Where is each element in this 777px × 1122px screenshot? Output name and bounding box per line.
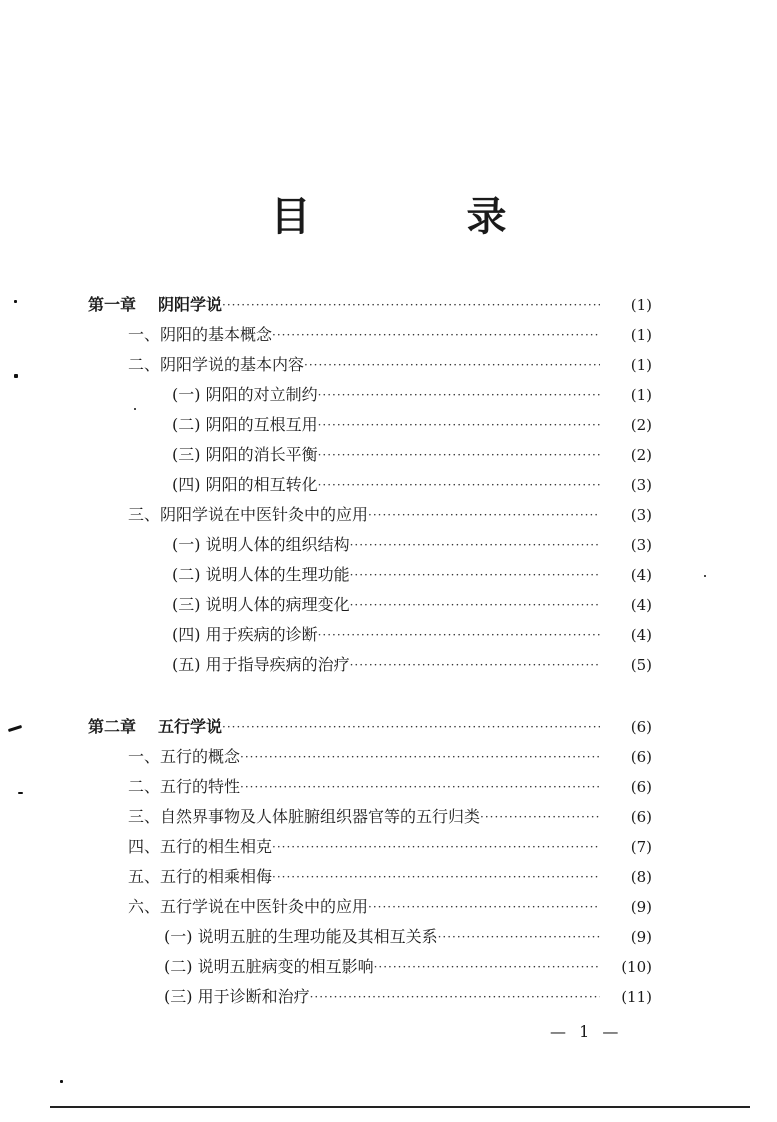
toc-entry[interactable] <box>128 832 652 862</box>
scan-speck <box>134 408 136 410</box>
page-ref: (5) <box>630 656 652 674</box>
toc-entry[interactable] <box>128 772 652 802</box>
page-ref: (3) <box>630 506 652 524</box>
page-ref: (9) <box>630 898 652 916</box>
page-ref: (4) <box>630 596 652 614</box>
dot-leader <box>350 530 600 560</box>
scan-speck <box>18 792 23 794</box>
entry-label: 二、五行的特性 <box>128 777 241 796</box>
page-ref: (2) <box>630 416 652 434</box>
dot-leader <box>304 350 600 380</box>
entry-label: (二) 阴阳的互根互用 <box>172 415 318 434</box>
page-ref: (2) <box>630 446 652 464</box>
entry-label: 二、阴阳学说的基本内容 <box>128 355 305 374</box>
chapter-number: 第二章 <box>88 717 137 736</box>
dot-leader <box>318 410 600 440</box>
entry-label: (二) 说明人体的生理功能 <box>172 565 350 584</box>
toc-entry[interactable] <box>172 380 652 410</box>
page-ref: (4) <box>630 566 652 584</box>
dot-leader <box>318 470 600 500</box>
dot-leader <box>438 922 600 952</box>
dot-leader <box>240 742 600 772</box>
entry-label: (五) 用于指导疾病的治疗 <box>172 655 350 674</box>
dot-leader <box>350 650 600 680</box>
entry-label: 一、阴阳的基本概念 <box>128 325 273 344</box>
dot-leader <box>222 712 600 742</box>
dot-leader <box>240 772 600 802</box>
scan-speck <box>704 575 706 577</box>
toc-entry[interactable] <box>172 590 652 620</box>
entry-label: (二) 说明五脏病变的相互影响 <box>164 957 374 976</box>
dot-leader <box>222 290 600 320</box>
toc-entry[interactable] <box>172 530 652 560</box>
dot-leader <box>368 500 600 530</box>
page-ref: (6) <box>630 718 652 736</box>
toc-entry[interactable] <box>172 620 652 650</box>
dot-leader <box>374 952 600 982</box>
toc-entry[interactable] <box>172 470 652 500</box>
dot-leader <box>272 862 600 892</box>
toc-entry[interactable] <box>128 862 652 892</box>
page-ref: (3) <box>630 476 652 494</box>
entry-label: (一) 说明人体的组织结构 <box>172 535 350 554</box>
page-ref: (9) <box>630 928 652 946</box>
toc-entry[interactable] <box>172 440 652 470</box>
page-ref: (1) <box>630 386 652 404</box>
scan-speck <box>14 300 17 303</box>
dot-leader <box>310 982 600 1012</box>
toc-entry[interactable] <box>128 802 652 832</box>
page-number: — 1 — <box>550 1022 623 1041</box>
entry-label: 六、五行学说在中医针灸中的应用 <box>128 897 369 916</box>
dot-leader <box>350 560 600 590</box>
dot-leader <box>318 440 600 470</box>
entry-label: 三、阴阳学说在中医针灸中的应用 <box>128 505 369 524</box>
page-ref: (11) <box>621 988 652 1006</box>
entry-label: 五、五行的相乘相侮 <box>128 867 273 886</box>
entry-label: (一) 说明五脏的生理功能及其相互关系 <box>164 927 438 946</box>
toc-chapter-2[interactable] <box>88 712 652 742</box>
chapter-number: 第一章 <box>88 295 137 314</box>
page-ref: (6) <box>630 808 652 826</box>
bottom-rule <box>50 1106 750 1108</box>
scan-speck <box>14 374 18 378</box>
entry-label: (四) 阴阳的相互转化 <box>172 475 318 494</box>
toc-entry[interactable] <box>164 952 652 982</box>
page-ref: (1) <box>630 296 652 314</box>
page-title: 目 录 <box>270 194 565 240</box>
scan-speck <box>8 725 22 732</box>
entry-label: (三) 用于诊断和治疗 <box>164 987 310 1006</box>
entry-label: (一) 阴阳的对立制约 <box>172 385 318 404</box>
toc-entry[interactable] <box>164 922 652 952</box>
entry-label: (三) 说明人体的病理变化 <box>172 595 350 614</box>
toc-entry[interactable] <box>164 982 652 1012</box>
toc-entry[interactable] <box>128 892 652 922</box>
toc-entry[interactable] <box>128 320 652 350</box>
page-ref: (1) <box>630 326 652 344</box>
page-ref: (6) <box>630 778 652 796</box>
toc-entry[interactable] <box>172 560 652 590</box>
entry-label: 一、五行的概念 <box>128 747 241 766</box>
chapter-title: 五行学说 <box>158 717 223 736</box>
toc-entry[interactable] <box>128 742 652 772</box>
scan-speck <box>60 1080 63 1083</box>
toc-entry[interactable] <box>128 500 652 530</box>
dot-leader <box>368 892 600 922</box>
dot-leader <box>272 320 600 350</box>
page-ref: (4) <box>630 626 652 644</box>
page-ref: (8) <box>630 868 652 886</box>
dot-leader <box>480 802 600 832</box>
page-ref: (7) <box>630 838 652 856</box>
chapter-title: 阴阳学说 <box>158 295 223 314</box>
entry-label: (四) 用于疾病的诊断 <box>172 625 318 644</box>
page-ref: (10) <box>621 958 652 976</box>
toc-entry[interactable] <box>128 350 652 380</box>
page-ref: (6) <box>630 748 652 766</box>
entry-label: 三、自然界事物及人体脏腑组织器官等的五行归类 <box>128 807 481 826</box>
dot-leader <box>350 590 600 620</box>
toc-entry[interactable] <box>172 650 652 680</box>
page-ref: (1) <box>630 356 652 374</box>
toc-entry[interactable] <box>172 410 652 440</box>
dot-leader <box>318 620 600 650</box>
page-ref: (3) <box>630 536 652 554</box>
dot-leader <box>318 380 600 410</box>
entry-label: 四、五行的相生相克 <box>128 837 273 856</box>
entry-label: (三) 阴阳的消长平衡 <box>172 445 318 464</box>
dot-leader <box>272 832 600 862</box>
toc-chapter-1[interactable] <box>88 290 652 320</box>
